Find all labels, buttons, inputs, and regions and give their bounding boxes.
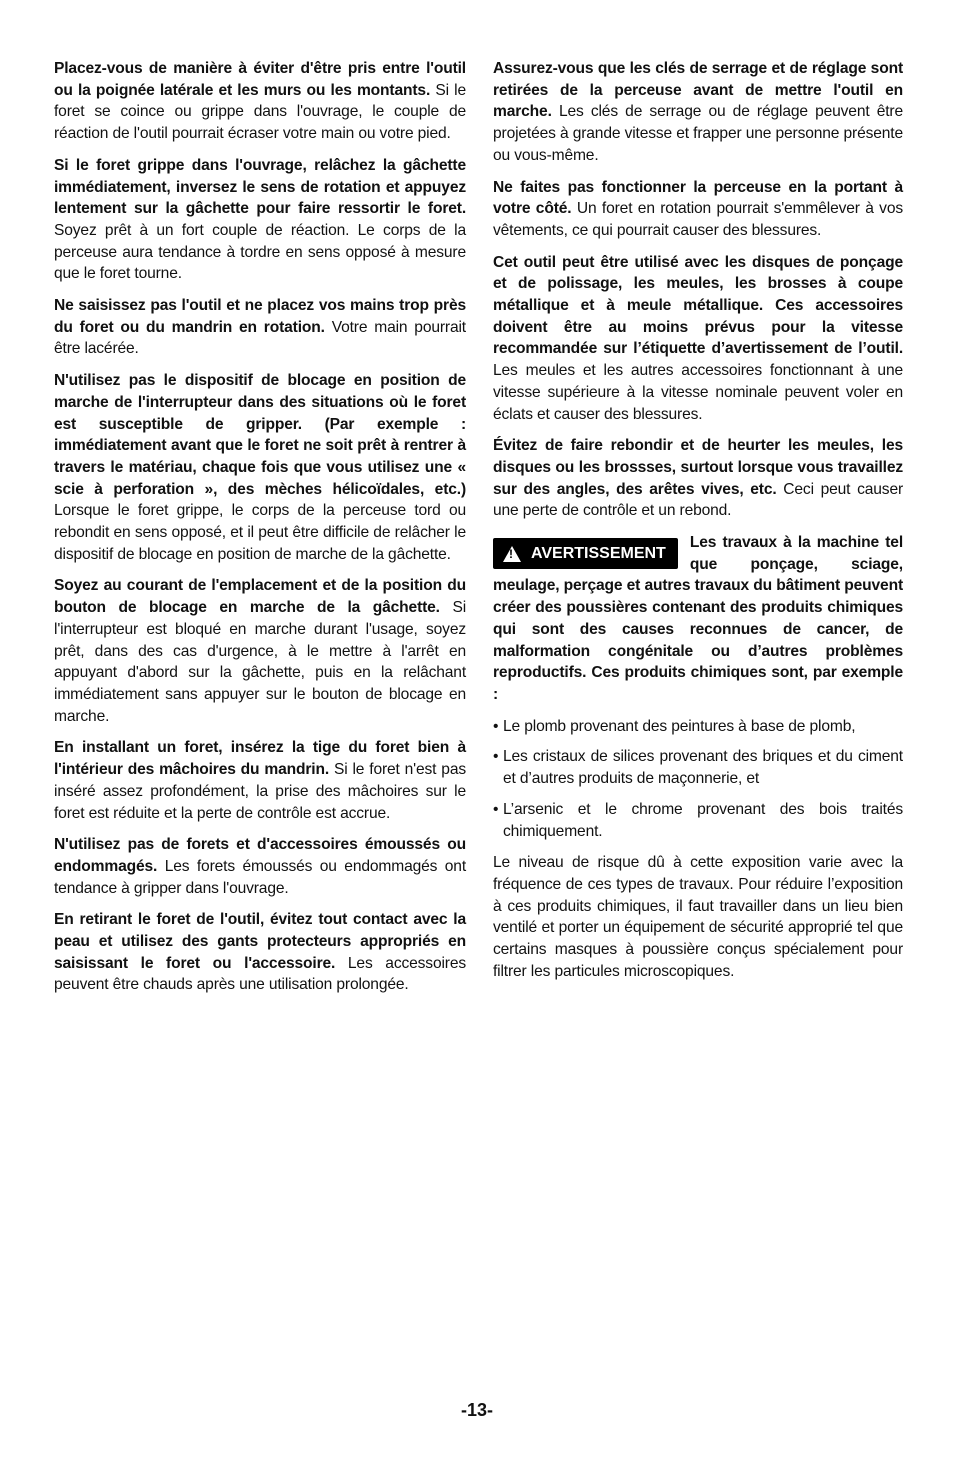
list-item: • Les cristaux de silices provenant des briques et du ciment et d’autres produits de maçonnerie, et xyxy=(493,746,903,789)
list-item: • Le plomb provenant des peintures à base de plomb, xyxy=(493,716,903,738)
safety-paragraph xyxy=(54,155,466,285)
page-number: -13- xyxy=(460,1400,493,1420)
paragraph-heading: Cet outil peut être utilisé avec les disques de ponçage et de polissage, les meules, les brosses à coupe métallique et à meule métallique. Ces accessoires doivent être au moins prévus pour la vitesse recommandée sur l’étiquette d’avertissement de l’outil. xyxy=(493,253,903,358)
paragraph-heading: Soyez au courant de l'emplacement et de la position du bouton de blocage en marche de la gâchette. xyxy=(54,577,466,617)
paragraph-text: Les forets émoussés ou endommagés ont tendance à gripper dans l'ouvrage. xyxy=(54,857,466,897)
paragraph-heading: Évitez de faire rebondir et de heurter les meules, les disques ou les brossses, surtout lorsque vous travaillez sur des angles, des arêtes vives, etc. xyxy=(493,437,903,498)
paragraph-text: Les clés de serrage ou de réglage peuvent être projetées à grande vitesse et frapper une personne présente ou vous-même. xyxy=(493,103,903,164)
safety-paragraph xyxy=(493,58,903,167)
paragraph-heading: Assurez-vous que les clés de serrage et de réglage sont retirées de la perceuse avant de mettre l'outil en marche. xyxy=(493,60,903,121)
safety-paragraph xyxy=(493,252,903,426)
safety-paragraph xyxy=(54,370,466,565)
paragraph-text: Les meules et les autres accessoires fonctionnant à une vitesse supérieure à la vitesse nominale peuvent voler en éclats et causer des blessures. xyxy=(493,362,903,423)
safety-paragraph xyxy=(54,834,466,899)
safety-paragraph xyxy=(54,295,466,360)
paragraph-text: Lorsque le foret grippe, le corps de la perceuse tord ou rebondit en sens opposé, et il peut être difficile de relâcher le dispositif de blocage en position de marche de la gâchette. xyxy=(54,502,466,563)
paragraph-text: Les accessoires peuvent être chauds après une utilisation prolongée. xyxy=(54,954,466,994)
paragraph-heading: Ne saisissez pas l'outil et ne placez vos mains trop près du foret ou du mandrin en rotation. xyxy=(54,297,466,336)
paragraph-heading: Placez-vous de manière à éviter d'être pris entre l'outil ou la poignée latérale et les murs ou les montants. xyxy=(54,60,466,99)
paragraph-heading: En installant un foret, insérez la tige du foret bien à l'intérieur des mâchoires du mandrin. xyxy=(54,739,466,779)
warning-triangle-icon xyxy=(503,546,521,562)
paragraph-heading: Si le foret grippe dans l'ouvrage, relâchez la gâchette immédiatement, inversez le sens de rotation et appuyez lentement sur la gâchette pour faire ressortir le foret. xyxy=(54,156,466,218)
safety-paragraph xyxy=(54,909,466,996)
safety-paragraph xyxy=(54,737,466,824)
left-column xyxy=(54,58,466,1006)
warning-badge-label: AVERTISSEMENT xyxy=(531,545,666,563)
safety-paragraph xyxy=(493,435,903,522)
paragraph-text: Si le foret se coince ou grippe dans l'ouvrage, le couple de réaction de l'outil pourrait écraser votre main ou votre pied. xyxy=(54,81,466,143)
safety-paragraph xyxy=(54,58,466,145)
paragraph-text: Votre main pourrait être lacérée. xyxy=(54,318,466,358)
paragraph-text: Si l'interrupteur est bloqué en marche durant l'usage, soyez prêt, dans des cas d'urgence, à le mettre à l'arrêt en appuyant d'abord sur la gâchette, puis en la relâchant immédiatement sans appuyer sur le bouton de blocage en marche. xyxy=(54,599,467,725)
safety-paragraph xyxy=(493,177,903,242)
paragraph-heading: Ne faites pas fonctionner la perceuse en la portant à votre côté. xyxy=(493,178,903,218)
paragraph-text: Ceci peut causer une perte de contrôle et un rebond. xyxy=(493,480,904,520)
warning-block xyxy=(493,532,903,982)
paragraph-heading: En retirant le foret de l'outil, évitez tout contact avec la peau et utilisez des gants protecteurs appropriés en saisissant le foret ou l'accessoire. xyxy=(54,911,466,972)
warning-heading: Les travaux à la machine tel que ponçage, sciage, meulage, perçage et autres travaux du bâtiment peuvent créer des poussières contenant des produits chimiques qui sont des causes reconnues de cancer, de malformation congénitale ou d’autres problèmes reproductifs. Ces produits chimiques sont, par exemple : xyxy=(493,534,903,703)
list-item: • L’arsenic et le chrome provenant des bois traités chimiquement. xyxy=(493,799,903,842)
paragraph-heading: N'utilisez pas le dispositif de blocage en position de marche de l'interrupteur dans des situations où le foret est susceptible de gripper. (Par exemple : immédiatement avant que le foret ne soit prêt à rentrer à travers le matériau, chaque fois que vous utilisez une « scie à perforation », des mèches hélicoïdales, etc.) xyxy=(54,372,466,498)
safety-paragraph xyxy=(54,575,466,727)
paragraph-heading: N'utilisez pas de forets et d'accessoires émoussés ou endommagés. xyxy=(54,836,466,875)
right-column xyxy=(493,58,903,992)
paragraph-text: Soyez prêt à un fort couple de réaction. Le corps de la perceuse aura tendance à tordre en sens opposé à mesure que le foret tourne. xyxy=(54,221,466,283)
warning-closing-text: Le niveau de risque dû à cette exposition varie avec la fréquence de ces types de travaux. Pour réduire l’exposition à ces produits chimiques, il faut travailler dans un lieu bien ventilé et porter un équipement de sécurité approprié tel que certains masques à poussière conçus spécialement pour filtrer les particules microscopiques. xyxy=(493,854,903,980)
paragraph-text: Si le foret n'est pas inséré assez profondément, la prise des mâchoires sur le foret est réduite et la perte de contrôle est accrue. xyxy=(54,761,466,822)
warning-badge xyxy=(493,538,678,569)
paragraph-text: Un foret en rotation pourrait s'emmêlever à vos vêtements, ce qui pourrait causer des blessures. xyxy=(493,200,903,239)
chemicals-list xyxy=(493,716,903,843)
